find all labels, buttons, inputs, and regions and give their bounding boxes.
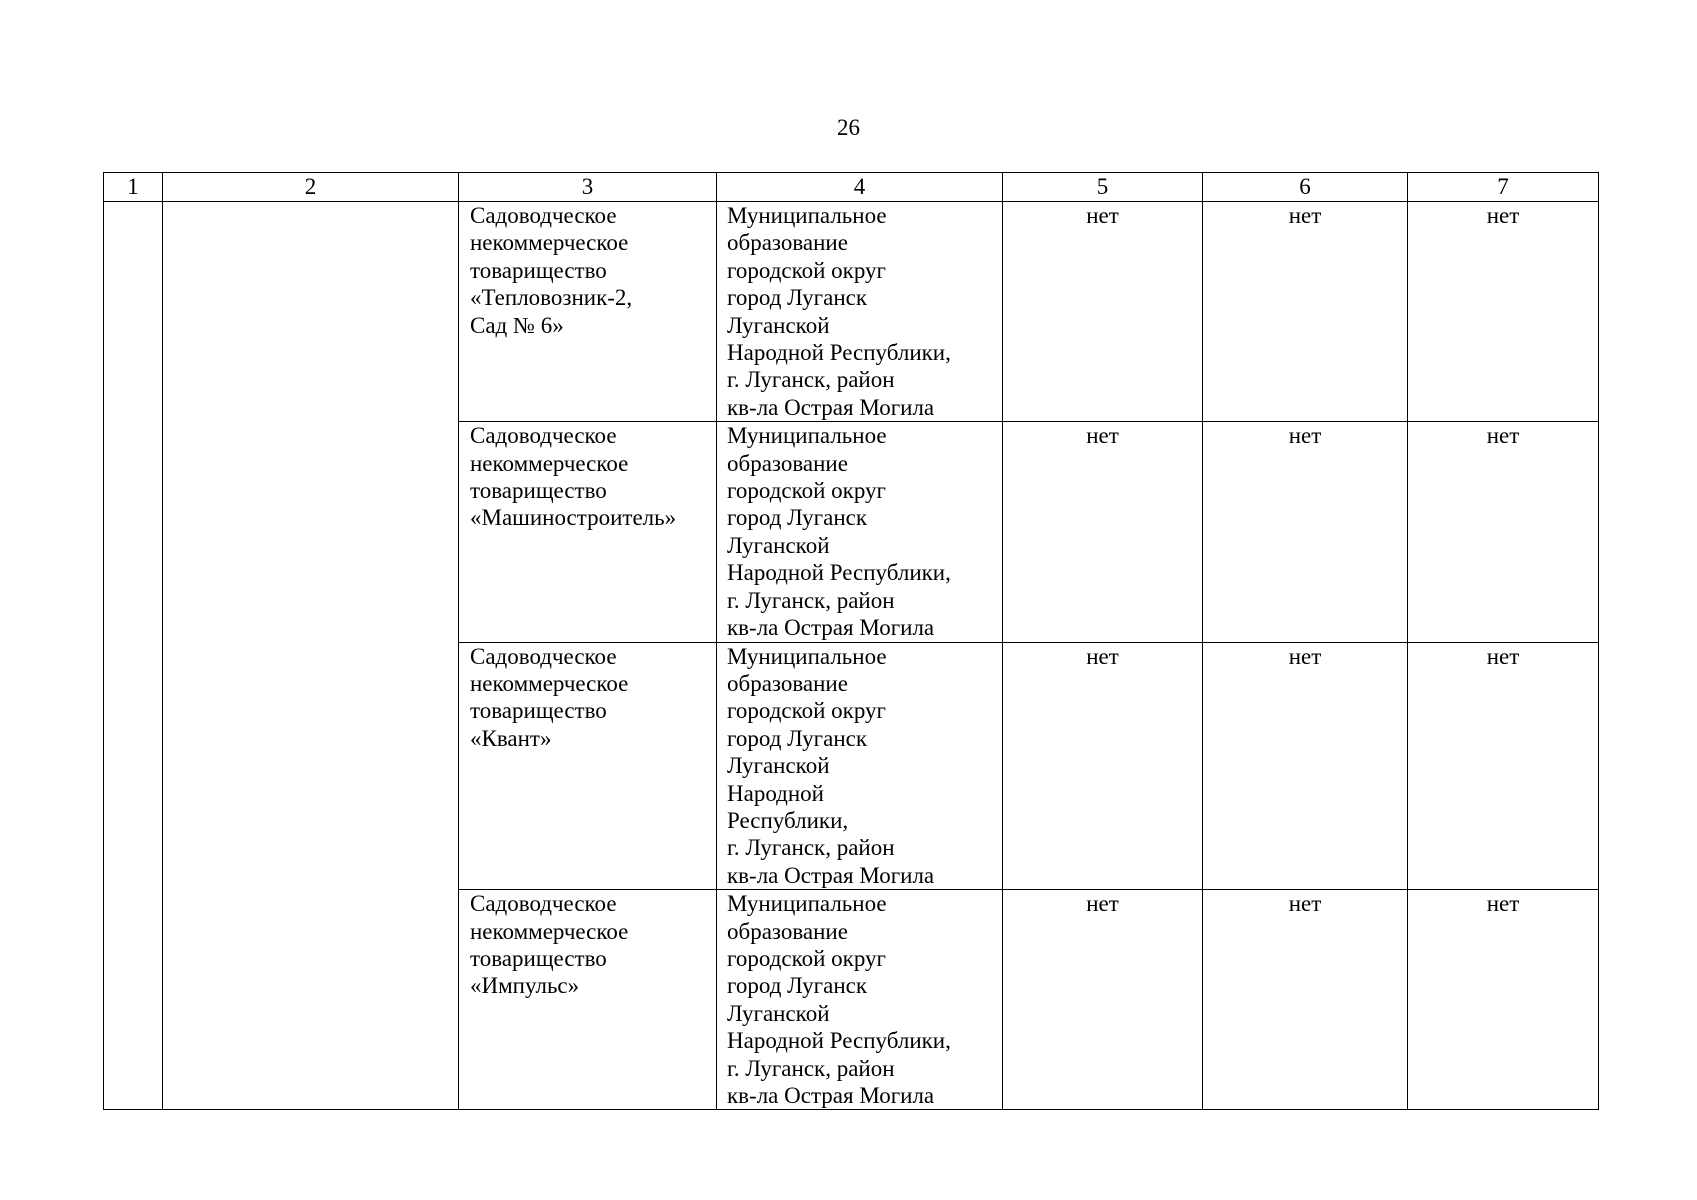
column-number-cell: 1	[104, 173, 163, 202]
cell-text-line: «Импульс»	[470, 973, 580, 999]
document-table	[103, 172, 1599, 1110]
col7-value: нет	[1408, 890, 1599, 1110]
col5-value: нет	[1003, 642, 1203, 890]
cell-text-line: товарищество	[470, 257, 607, 283]
col1-merged-cell	[104, 202, 163, 1110]
cell-text-line: образование	[727, 918, 848, 944]
cell-text-line: г. Луганск, район	[727, 835, 895, 861]
col6-value: нет	[1203, 890, 1408, 1110]
cell-text-line: кв-ла Острая Могила	[727, 1083, 935, 1108]
page-number: 26	[837, 115, 860, 140]
cell-text-line: Садоводческое	[470, 423, 617, 449]
cell-text-line: Народной Республики,	[727, 1028, 951, 1054]
col7-value: нет	[1408, 422, 1599, 642]
cell-text-line: Муниципальное	[727, 423, 887, 449]
cell-text-line: Сад № 6»	[470, 312, 564, 338]
cell-text-line: кв-ла Острая Могила	[727, 394, 935, 420]
cell-text-line: городской округ	[727, 257, 886, 283]
cell-text-line: Народной	[727, 780, 824, 806]
cell-text-line: товарищество	[470, 478, 607, 504]
cell-text-line: «Машиностроитель»	[470, 505, 677, 531]
cell-text-line: город Луганск	[727, 285, 868, 311]
cell-text-line: некоммерческое	[470, 670, 629, 696]
column-number-cell: 7	[1408, 173, 1599, 202]
cell-text-line: город Луганск	[727, 725, 868, 751]
cell-text-line: некоммерческое	[470, 230, 629, 256]
cell-text-line: Республики,	[727, 807, 849, 833]
cell-text-line: город Луганск	[727, 505, 868, 531]
col7-value: нет	[1408, 202, 1599, 422]
cell-text-line: Муниципальное	[727, 891, 887, 917]
organization-name-cell	[459, 202, 717, 422]
cell-text-line: г. Луганск, район	[727, 1055, 895, 1081]
organization-name-cell	[459, 890, 717, 1110]
cell-text-line: некоммерческое	[470, 918, 629, 944]
column-number-cell: 3	[459, 173, 717, 202]
cell-text-line: Муниципальное	[727, 643, 887, 669]
cell-text-line: образование	[727, 230, 848, 256]
cell-text-line: Народной Республики,	[727, 340, 951, 366]
organization-name-cell	[459, 642, 717, 890]
cell-text-line: Луганской	[727, 1000, 830, 1026]
col6-value: нет	[1203, 202, 1408, 422]
col6-value: нет	[1203, 642, 1408, 890]
column-number-row	[104, 173, 1599, 202]
column-number-cell: 4	[717, 173, 1003, 202]
cell-text-line: образование	[727, 450, 848, 476]
col2-merged-cell	[163, 202, 459, 1110]
col5-value: нет	[1003, 202, 1203, 422]
cell-text-line: городской округ	[727, 945, 886, 971]
organization-name-cell	[459, 422, 717, 642]
cell-text-line: образование	[727, 670, 848, 696]
cell-text-line: Муниципальное	[727, 203, 887, 228]
cell-text-line: кв-ла Острая Могила	[727, 862, 935, 888]
cell-text-line: Садоводческое	[470, 643, 617, 669]
cell-text-line: городской округ	[727, 478, 886, 504]
cell-text-line: Луганской	[727, 312, 830, 338]
cell-text-line: «Тепловозник-2,	[470, 285, 633, 311]
col7-value: нет	[1408, 642, 1599, 890]
cell-text-line: кв-ла Острая Могила	[727, 615, 935, 641]
cell-text-line: городской округ	[727, 698, 886, 724]
cell-text-line: Садоводческое	[470, 891, 617, 917]
col6-value: нет	[1203, 422, 1408, 642]
cell-text-line: Садоводческое	[470, 203, 617, 228]
cell-text-line: город Луганск	[727, 973, 868, 999]
location-cell	[717, 642, 1003, 890]
cell-text-line: «Квант»	[470, 725, 552, 751]
cell-text-line: некоммерческое	[470, 450, 629, 476]
cell-text-line: Народной Республики,	[727, 560, 951, 586]
location-cell	[717, 422, 1003, 642]
column-number-cell: 2	[163, 173, 459, 202]
cell-text-line: г. Луганск, район	[727, 587, 895, 613]
column-number-cell: 5	[1003, 173, 1203, 202]
col5-value: нет	[1003, 422, 1203, 642]
location-cell	[717, 202, 1003, 422]
cell-text-line: товарищество	[470, 945, 607, 971]
cell-text-line: товарищество	[470, 698, 607, 724]
table-row	[104, 202, 1599, 422]
location-cell	[717, 890, 1003, 1110]
column-number-cell: 6	[1203, 173, 1408, 202]
cell-text-line: Луганской	[727, 532, 830, 558]
cell-text-line: г. Луганск, район	[727, 367, 895, 393]
col5-value: нет	[1003, 890, 1203, 1110]
cell-text-line: Луганской	[727, 753, 830, 779]
